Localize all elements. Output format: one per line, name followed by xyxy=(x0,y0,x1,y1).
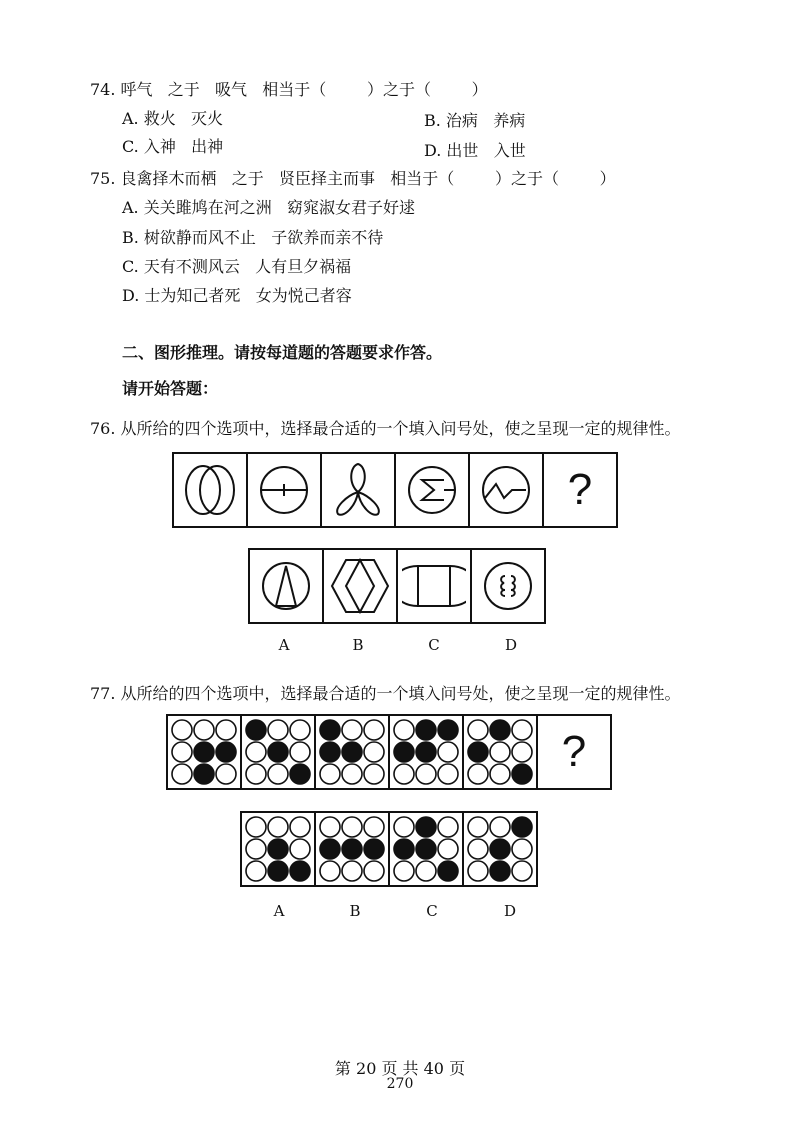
white-dot xyxy=(438,817,458,837)
q74-option-b: B. 治病 养病 xyxy=(424,111,526,130)
white-dot xyxy=(512,742,532,762)
q75-option-d: D. 士为知己者死 女为悦己者容 xyxy=(122,286,352,305)
white-dot xyxy=(216,764,236,784)
q77-option-b-figure[interactable] xyxy=(314,811,390,887)
two-overlapping-circles-icon xyxy=(180,460,240,520)
q77-label-c: C xyxy=(426,902,438,920)
question-mark: ? xyxy=(561,727,587,776)
white-dot xyxy=(320,861,340,881)
q77-option-c-figure[interactable] xyxy=(388,811,464,887)
dot-grid xyxy=(245,816,311,882)
dot-grid xyxy=(393,816,459,882)
square-with-arcs-icon xyxy=(402,554,466,618)
white-dot xyxy=(490,764,510,784)
black-dot xyxy=(290,764,310,784)
white-dot xyxy=(320,817,340,837)
white-dot xyxy=(468,817,488,837)
black-dot xyxy=(194,742,214,762)
q76-label-d: D xyxy=(504,636,518,654)
q74-option-a: A. 救火 灭火 xyxy=(122,109,223,128)
q77-label-a: A xyxy=(273,902,285,920)
q74-option-d: D. 出世 入世 xyxy=(424,141,526,160)
q76-sequence xyxy=(172,452,618,528)
q77-option-d-figure[interactable] xyxy=(462,811,538,887)
white-dot xyxy=(246,764,266,784)
black-dot xyxy=(216,742,236,762)
black-dot xyxy=(246,720,266,740)
white-dot xyxy=(246,839,266,859)
q76-figure-3 xyxy=(320,452,396,528)
white-dot xyxy=(342,817,362,837)
white-dot xyxy=(342,720,362,740)
q76-options xyxy=(248,548,546,624)
black-dot xyxy=(490,720,510,740)
q75-option-a: A. 关关雎鸠在河之洲 窈窕淑女君子好逑 xyxy=(122,198,415,217)
q75-option-b: B. 树欲静而风不止 子欲养而亲不待 xyxy=(122,228,384,247)
white-dot xyxy=(364,817,384,837)
q77-option-a-figure[interactable] xyxy=(240,811,316,887)
q77-sequence xyxy=(166,714,612,790)
dot-grid xyxy=(467,816,533,882)
section-title: 二、图形推理。请按每道题的答题要求作答。 xyxy=(122,343,443,362)
q76-figure-4 xyxy=(394,452,470,528)
q74-stem: 74. 呼气 之于 吸气 相当于（ ）之于（ ） xyxy=(90,80,488,99)
white-dot xyxy=(438,742,458,762)
dot-grid xyxy=(393,719,459,785)
black-dot xyxy=(512,764,532,784)
white-dot xyxy=(468,720,488,740)
white-dot xyxy=(246,742,266,762)
white-dot xyxy=(394,861,414,881)
white-dot xyxy=(468,764,488,784)
black-dot xyxy=(468,742,488,762)
white-dot xyxy=(268,720,288,740)
black-dot xyxy=(320,742,340,762)
hexagon-with-diamond-icon xyxy=(328,554,392,618)
white-dot xyxy=(394,764,414,784)
q76-figure-5 xyxy=(468,452,544,528)
dot-grid xyxy=(245,719,311,785)
white-dot xyxy=(194,720,214,740)
black-dot xyxy=(416,817,436,837)
white-dot xyxy=(364,764,384,784)
page-number: 270 xyxy=(386,1076,414,1092)
dot-grid xyxy=(467,719,533,785)
dot-grid xyxy=(319,816,385,882)
black-dot xyxy=(268,742,288,762)
q76-label-a: A xyxy=(278,636,290,654)
q76-option-c-figure[interactable] xyxy=(396,548,472,624)
q76-option-d-figure[interactable] xyxy=(470,548,546,624)
dot-grid xyxy=(319,719,385,785)
black-dot xyxy=(416,720,436,740)
circle-with-curls-icon xyxy=(478,556,538,616)
black-dot xyxy=(394,839,414,859)
black-dot xyxy=(320,839,340,859)
white-dot xyxy=(342,764,362,784)
q77-label-b: B xyxy=(349,902,361,920)
circle-with-zigzag-icon xyxy=(476,460,536,520)
black-dot xyxy=(194,764,214,784)
white-dot xyxy=(216,720,236,740)
black-dot xyxy=(268,839,288,859)
white-dot xyxy=(468,839,488,859)
white-dot xyxy=(416,764,436,784)
q77-figure-1 xyxy=(166,714,242,790)
black-dot xyxy=(342,742,362,762)
white-dot xyxy=(364,720,384,740)
white-dot xyxy=(416,861,436,881)
q74-option-c: C. 入神 出神 xyxy=(122,137,224,156)
white-dot xyxy=(394,720,414,740)
circle-with-cross-icon xyxy=(254,460,314,520)
circle-with-triangle-icon xyxy=(256,556,316,616)
white-dot xyxy=(268,764,288,784)
black-dot xyxy=(438,720,458,740)
dot-grid xyxy=(171,719,237,785)
q76-option-a-figure[interactable] xyxy=(248,548,324,624)
black-dot xyxy=(490,839,510,859)
white-dot xyxy=(490,742,510,762)
q76-figure-2 xyxy=(246,452,322,528)
white-dot xyxy=(438,764,458,784)
white-dot xyxy=(320,764,340,784)
q77-figure-3 xyxy=(314,714,390,790)
q77-stem: 77. 从所给的四个选项中，选择最合适的一个填入问号处，使之呈现一定的规律性。 xyxy=(90,684,681,703)
black-dot xyxy=(342,839,362,859)
black-dot xyxy=(416,742,436,762)
black-dot xyxy=(290,861,310,881)
white-dot xyxy=(512,861,532,881)
q77-figure-4 xyxy=(388,714,464,790)
q76-label-c: C xyxy=(428,636,440,654)
white-dot xyxy=(364,861,384,881)
white-dot xyxy=(172,742,192,762)
q75-option-c: C. 天有不测风云 人有旦夕祸福 xyxy=(122,257,352,276)
white-dot xyxy=(342,861,362,881)
white-dot xyxy=(512,839,532,859)
circle-with-sigma-icon xyxy=(402,460,462,520)
q77-figure-2 xyxy=(240,714,316,790)
white-dot xyxy=(438,839,458,859)
q76-label-b: B xyxy=(352,636,364,654)
page-indicator: 第 20 页 共 40 页 xyxy=(334,1059,466,1078)
white-dot xyxy=(512,720,532,740)
black-dot xyxy=(416,839,436,859)
q77-question-cell xyxy=(536,714,612,790)
white-dot xyxy=(290,742,310,762)
q76-stem: 76. 从所给的四个选项中，选择最合适的一个填入问号处，使之呈现一定的规律性。 xyxy=(90,419,681,438)
black-dot xyxy=(364,839,384,859)
q77-label-d: D xyxy=(503,902,517,920)
black-dot xyxy=(320,720,340,740)
black-dot xyxy=(268,861,288,881)
white-dot xyxy=(394,817,414,837)
q77-figure-5 xyxy=(462,714,538,790)
white-dot xyxy=(364,742,384,762)
section-start: 请开始答题： xyxy=(122,379,219,398)
q77-options xyxy=(240,811,538,887)
white-dot xyxy=(246,861,266,881)
q75-stem: 75. 良禽择木而栖 之于 贤臣择主而事 相当于（ ）之于（ ） xyxy=(90,169,616,188)
black-dot xyxy=(490,861,510,881)
white-dot xyxy=(290,817,310,837)
black-dot xyxy=(512,817,532,837)
white-dot xyxy=(490,817,510,837)
q76-question-cell xyxy=(542,452,618,528)
black-dot xyxy=(438,861,458,881)
white-dot xyxy=(268,817,288,837)
white-dot xyxy=(290,720,310,740)
white-dot xyxy=(172,720,192,740)
white-dot xyxy=(468,861,488,881)
q76-figure-1 xyxy=(172,452,248,528)
q76-option-b-figure[interactable] xyxy=(322,548,398,624)
question-mark: ? xyxy=(567,465,593,514)
black-dot xyxy=(394,742,414,762)
white-dot xyxy=(246,817,266,837)
three-leaf-icon xyxy=(326,458,390,522)
white-dot xyxy=(172,764,192,784)
white-dot xyxy=(290,839,310,859)
